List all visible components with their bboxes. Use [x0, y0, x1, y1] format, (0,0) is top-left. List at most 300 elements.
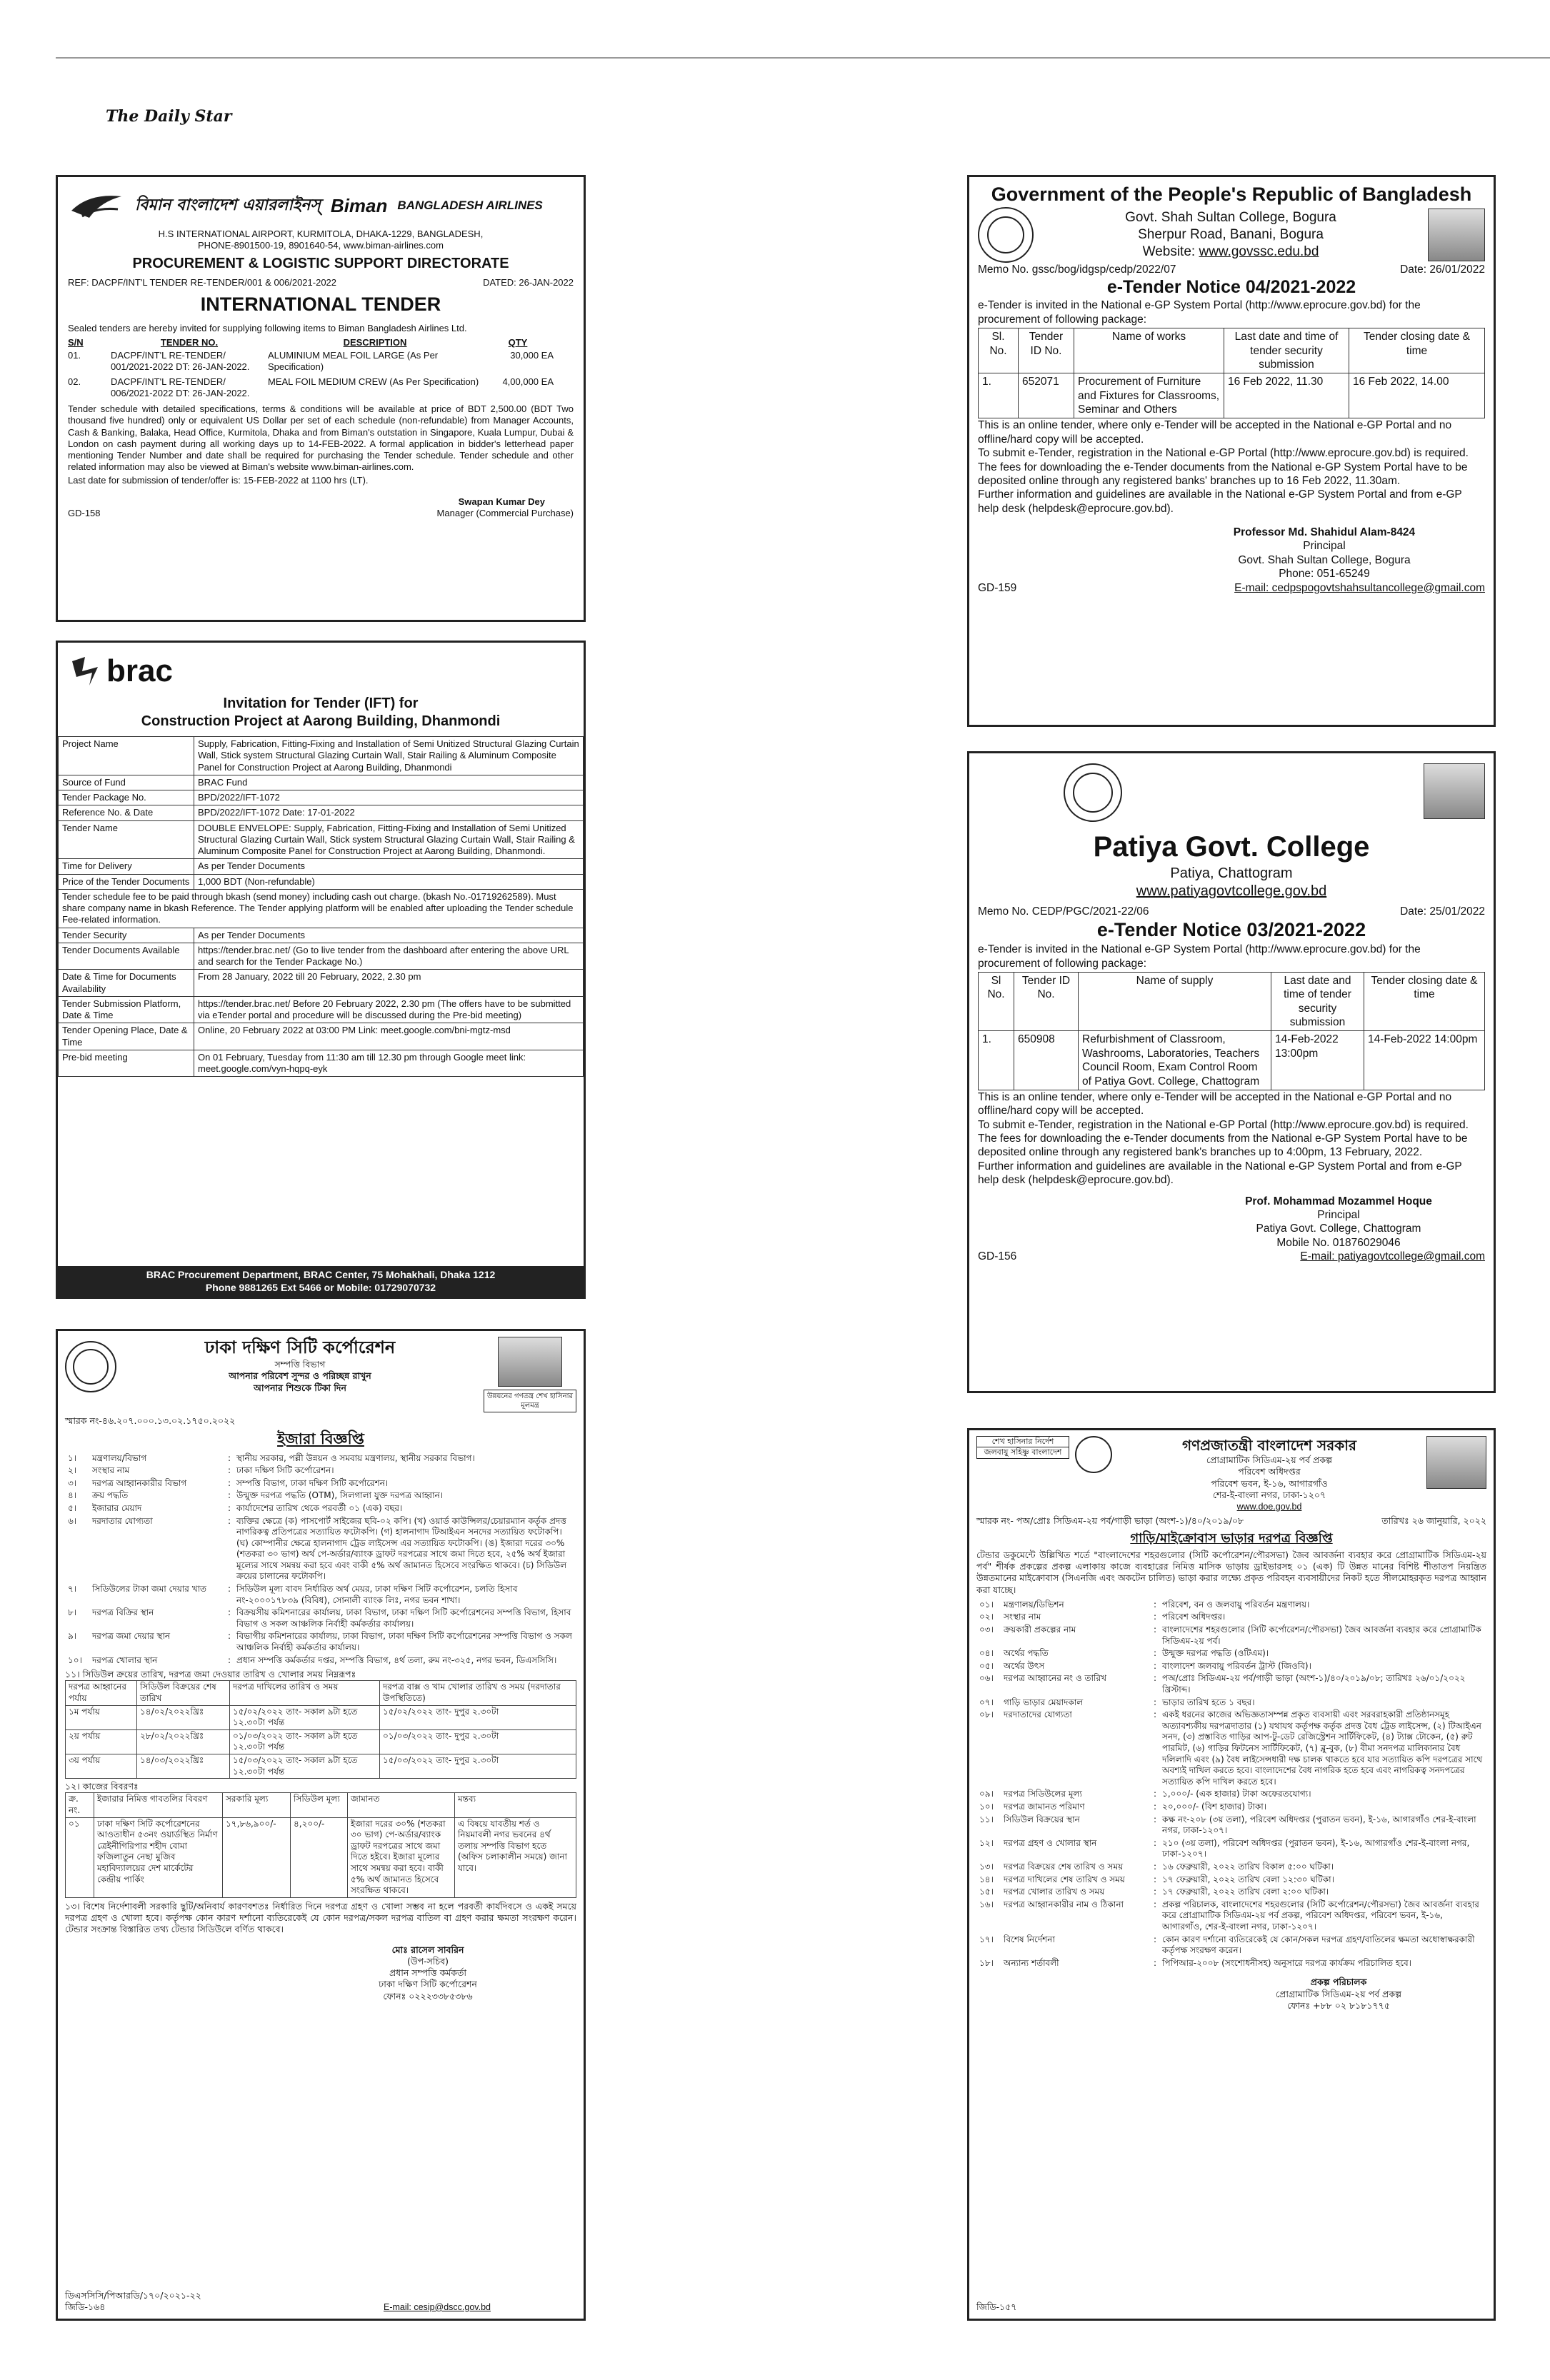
dscc-item-n: ৫।	[68, 1502, 77, 1513]
biman-table-row	[68, 350, 574, 373]
dscc-footer	[65, 2290, 576, 2314]
biman-last-date: Last date for submission of tender/offer is: 15-FEB-2022 at 1100 hrs (LT).	[68, 474, 369, 486]
brac-rows-row	[59, 820, 584, 859]
shah-gd: GD-159	[978, 581, 1017, 594]
dscc-item-k: দরদাতার যোগ্যতা	[92, 1515, 153, 1526]
biman-logo-en: Biman	[330, 194, 388, 216]
dscc-sched-th: দরপত্র দাখিলের তারিখ ও সময়	[230, 1681, 380, 1705]
doe-item	[976, 1709, 1486, 1788]
shah-s4: Phone: 051-65249	[1279, 568, 1370, 581]
brac-rows-key: Project Name	[59, 737, 194, 775]
brac-rows2-key: Tender Security	[59, 928, 194, 943]
dscc-schedule-table	[65, 1680, 576, 1779]
dscc-sched-cell: ১৫/০৩/২০২২ তাং- দুপুর ২.৩০টা	[380, 1754, 576, 1779]
shah-cell: 16 Feb 2022, 14.00	[1349, 373, 1485, 418]
doe-item-n: ১৭।	[979, 1934, 994, 1944]
dscc-items-table	[65, 1452, 576, 1667]
doe-item	[976, 1599, 1486, 1612]
brac-rows-value: 1,000 BDT (Non-refundable)	[194, 874, 584, 889]
biman-row-no: DACPF/INT'L RE-TENDER/ 006/2021-2022 DT: 26-JAN-2022.	[111, 376, 250, 398]
biman-row-qty: 30,000 EA	[510, 350, 554, 361]
brac-rows2-row	[59, 996, 584, 1023]
doe-item-k: সিডিউল বিক্রয়ের স্থান	[1004, 1814, 1080, 1824]
dscc-phone: ফোনঃ ০২২২৩৩৮৫৩৮৬	[383, 1990, 473, 2002]
separator: :	[1154, 1709, 1157, 1720]
patiya-email[interactable]: E-mail: patiyagovtcollege@gmail.com	[1300, 1250, 1485, 1262]
doe-memo: স্মারক নং- পঅ/প্রোঃ সিডিএম-২য় পর্ব/গাড়ী ভাড়া (অংশ-১)/৪০/২০১৯/০৮	[976, 1515, 1244, 1527]
doe-item-n: ১৩।	[979, 1861, 994, 1872]
dscc-item-n: ৬।	[68, 1515, 77, 1526]
patiya-s2: Principal	[1317, 1208, 1360, 1221]
dscc-sched-th: সিডিউল বিক্রয়ের শেষ তারিখ	[137, 1681, 230, 1705]
patiya-memo: Memo No. CEDP/PGC/2021-22/06	[978, 905, 1149, 918]
doe-item	[976, 1660, 1486, 1673]
dscc-item	[65, 1655, 576, 1667]
patiya-signature-block	[1192, 1195, 1485, 1250]
doe-item-n: ১৫।	[979, 1887, 994, 1897]
brac-rows-row	[59, 775, 584, 790]
dscc-work-th: সরকারি মূল্য	[223, 1793, 291, 1817]
masthead: The Daily Star	[106, 107, 232, 126]
doe-item-v: পরিবেশ অধিদপ্তর।	[1162, 1612, 1226, 1622]
patiya-cell: 14-Feb-2022 14:00pm	[1364, 1031, 1485, 1090]
dscc-work-cell: এ বিষয়ে যাবতীয় শর্ত ও নিয়মাবলী নগর ভবনের ৪র্থ তলায় সম্পত্তি বিভাগ হতে (অফিস চলাকালীন সময়ে) জানা যাবে।	[455, 1817, 576, 1897]
doe-intro: টেন্ডার ডকুমেন্টে উল্লিখিত শর্তে "বাংলাদেশের শহরগুলোর (সিটি কর্পোরেশন/পৌরসভা) জৈব আবর্জনা ব্যবহার করে প্রোগ্রামাটিক সিডিএম-২য় পর্ব" শীর্ষক প্রকল্পের প্রকল্প এলাকায় কাজে ব্যবহারের নিমিত্ত মাসিক ভাড়ায় ড্রাইভারসহ ০১ (এক) টি উন্নত মানের বিশিষ্ট শীতাতপ নিয়ন্ত্রিত উন্নতমানের মাইক্রোবাস (সিএনজি এবং অকটেন চালিত) ভাড়া করার লক্ষ্যে প্রকৃত পরিবহন ব্যবসায়ীদের নিকট হতে সীলমোহরকৃত দরপত্র আহ্বান করা যাচ্ছে।	[976, 1549, 1486, 1595]
dscc-work-th: জামানত	[348, 1793, 455, 1817]
doe-slogan-box	[976, 1436, 1069, 1459]
dscc-heading: ইজারা বিজ্ঞপ্তি	[277, 1430, 364, 1448]
biman-body: Tender schedule with detailed specifications, terms & conditions will be available at price of BDT 2,500.00 (BDT Two thousand five hundred) only or equivalent US Dollar per set of each schedule (non-refundable) from Manager Accounts, Cash & Banking, Balaka, Head Office, Kurmitola, Dhaka and from Biman's outstation in Singapore, Kuala Lumpur, Dubai & London on cash payment during all working days up to 14-FEB-2022. A formal application in bidder's letterhead paper mentioning Tender Number and date shall be required for purchasing the Tender schedule. Tender schedule and other related information may also be viewed at Biman's website www.biman-airlines.com.	[68, 403, 574, 473]
biman-row-desc: ALUMINIUM MEAL FOIL LARGE (As Per Specification)	[268, 350, 439, 373]
brac-footer-address: BRAC Procurement Department, BRAC Center, 75 Mohakhali, Dhaka 1212	[146, 1269, 496, 1280]
doe-item-v: পিপিআর-২০০৮ (সংশোধনীসহ) অনুসারে দরপত্র কার্যক্রম পরিচালিত হবে।	[1162, 1957, 1411, 1968]
shah-memo: Memo No. gssc/bog/idgsp/cedp/2022/07	[978, 263, 1176, 276]
doe-item-n: ১৪।	[979, 1874, 994, 1884]
doe-item	[976, 1899, 1486, 1934]
patiya-web-link[interactable]: www.patiyagovtcollege.gov.bd	[1136, 883, 1327, 899]
patiya-gd: GD-156	[978, 1250, 1017, 1262]
brac-rows2-key: Tender Documents Available	[59, 943, 194, 970]
brac-rows2-value: Online, 20 February 2022 at 03:00 PM Link: meet.google.com/bni-mgtz-msd	[194, 1023, 584, 1050]
biman-ref: REF: DACPF/INT'L TENDER RE-TENDER/001 & 006/2021-2022	[68, 276, 337, 288]
dscc-item-k: দরপত্র জমা দেয়ার স্থান	[92, 1631, 171, 1642]
shah-th: Last date and time of tender security submission	[1224, 328, 1349, 373]
dscc-item	[65, 1583, 576, 1607]
mujib-portrait-image	[1428, 209, 1485, 261]
dscc-item	[65, 1630, 576, 1654]
dscc-sched-cell: ১৫/০২/২০২২ তাং- সকাল ৯টা হতে ১২.৩০টা পর্যন্ত	[230, 1705, 380, 1729]
brac-rows2-row	[59, 943, 584, 970]
dscc-sched-th: দরপত্র বাক্স ও খাম খোলার তারিখ ও সময় (দরদাতার উপস্থিতিতে)	[380, 1681, 576, 1705]
patiya-cell: 1.	[979, 1031, 1014, 1090]
biman-row-sn: 02.	[68, 376, 81, 387]
doe-date: তারিখঃ ২৬ জানুয়ারি, ২০২২	[1381, 1515, 1486, 1527]
separator: :	[1154, 1957, 1157, 1968]
dscc-item	[65, 1607, 576, 1630]
shah-web-link[interactable]: www.govssc.edu.bd	[1199, 243, 1319, 259]
doe-item-v: প্রকল্প পরিচালক, বাংলাদেশের শহরগুলোর (সিটি কর্পোরেশন/পৌরসভা) জৈব আবর্জনা ব্যবহার করে প্রোগ্রামাটিক সিডিএম-২য় পর্ব প্রকল্প, পরিবেশ অধিদপ্তর, পরিবেশ ভবন, ই-১৬, আগারগাঁও, শের-ই-বাংলা নগর, ঢাকা-১২০৭।	[1162, 1899, 1479, 1932]
page-top-rule	[56, 57, 1550, 59]
separator: :	[228, 1502, 231, 1513]
doe-project: প্রোগ্রামাটিক সিডিএম-২য় পর্ব প্রকল্প	[1206, 1455, 1333, 1465]
dscc-item-v: সিডিউল মূল্য বাবদ নির্ধারিত অর্থ মেয়র, ঢাকা দক্ষিণ সিটি কর্পোরেশন, চলতি হিসাব নং-২০০০১৭৮৩৯ (বিবিধ), সোনালী ব্যাংক লিঃ, নগর ভবন শাখা।	[236, 1584, 518, 1605]
patiya-cell: Refurbishment of Classroom, Washrooms, Laboratories, Teachers Council Room, Exam Control Room of Patiya Govt. College, Chattogram	[1079, 1031, 1271, 1090]
shah-header	[978, 207, 1485, 263]
biman-bird-logo-icon	[68, 189, 125, 222]
shah-th: Name of works	[1074, 328, 1224, 373]
patiya-tender-ad	[967, 751, 1496, 1393]
separator: :	[1154, 1801, 1157, 1812]
shah-p3: The fees for downloading the e-Tender documents from the National e-GP System Portal have to be deposited online through any registered banks' branches up to 16 Feb 2022, 11.30am.	[978, 461, 1468, 487]
shah-th: Sl. No.	[979, 328, 1019, 373]
separator: :	[1154, 1887, 1157, 1897]
shah-th: Tender ID No.	[1019, 328, 1074, 373]
brac-rows-value: DOUBLE ENVELOPE: Supply, Fabrication, Fitting-Fixing and Installation of Semi Unitized Structural Glazing Curtain Wall, Stick system Structural Glazing Curtain Wall, Stair Railing & Aluminum Composite Panel for Construction Project at Aarong Building, Dhanmondi.	[194, 820, 584, 859]
biman-row-qty: 4,00,000 EA	[502, 376, 554, 387]
doe-signer: প্রকল্প পরিচালক	[1310, 1977, 1367, 1988]
brac-rows-key: Source of Fund	[59, 775, 194, 790]
brac-rows2-value: From 28 January, 2022 till 20 February, 2022, 2.30 pm	[194, 970, 584, 997]
doe-item-n: ০১।	[979, 1599, 994, 1610]
shah-cell: 16 Feb 2022, 11.30	[1224, 373, 1349, 418]
brac-rows-row	[59, 737, 584, 775]
dscc-note: ১৩। বিশেষ নির্দেশাবলী সরকারি ছুটি/অনিবার্য কারণবশতঃ নির্ধারিত দিনে দরপত্র গ্রহণ ও খোলা সম্ভব না হলে পরবর্তী কার্যদিবসে ও একই সময়ে দরপত্র গ্রহণ ও খোলা হবে। কর্তৃপক্ষ কোন কারণ দর্শানো ব্যতিরেকেই যে কোন দরপত্র/সকল দরপত্র বাতিল বা গ্রহণ করার ক্ষমতা সংরক্ষণ করেন। টেন্ডার সংক্রান্ত বিস্তারিত তথ্য টেন্ডার সিডিউলে বর্ণিত থাকবে।	[65, 1900, 576, 1935]
patiya-p4: Further information and guidelines are available in the National e-GP System Portal and from e-GP help desk (helpdesk@eprocure.gov.bd).	[978, 1160, 1462, 1187]
doe-item-v: ২০,০০০/- (বিশ হাজার) টাকা।	[1162, 1801, 1267, 1812]
dscc-item-k: দরপত্র বিক্রির স্থান	[92, 1607, 154, 1618]
brac-rows-key: Tender Package No.	[59, 790, 194, 805]
brac-title-line1: Invitation for Tender (IFT) for	[223, 696, 419, 711]
shah-cell: 652071	[1019, 373, 1074, 418]
shah-s2: Principal	[1303, 540, 1346, 553]
doe-item-k: দরপত্র বিক্রয়ের শেষ তারিখ ও সময়	[1004, 1861, 1124, 1872]
biman-table-row	[68, 376, 574, 400]
shah-th: Tender closing date & time	[1349, 328, 1485, 373]
doe-gd: জিডি-১৫৭	[976, 2301, 1017, 2312]
doe-item	[976, 1801, 1486, 1814]
brac-rows-key: Price of the Tender Documents	[59, 874, 194, 889]
shah-email[interactable]: E-mail: cedpspogovtshahsultancollege@gmail.com	[1234, 581, 1485, 594]
dscc-sched-cell: ১৪/০২/২০২২খ্রিঃ	[137, 1705, 230, 1729]
dscc-sched-cell: ২য় পর্যায়	[66, 1729, 137, 1754]
doe-item	[976, 1624, 1486, 1647]
dscc-item-n: ২।	[68, 1465, 77, 1476]
biman-ref-row	[68, 277, 574, 288]
separator: :	[1154, 1899, 1157, 1909]
separator: :	[1154, 1874, 1157, 1884]
brac-logo-icon	[68, 654, 102, 688]
dscc-item	[65, 1452, 576, 1465]
biman-logo-bn: বিমান বাংলাদেশ এয়ারলাইনস্	[135, 196, 321, 215]
brac-footer	[58, 1266, 584, 1297]
brac-rows2-key: Tender Opening Place, Date & Time	[59, 1023, 194, 1050]
doe-item-k: দরপত্র জামানত পরিমাণ	[1004, 1801, 1085, 1812]
brac-logo-text: brac	[106, 653, 173, 688]
doe-item-n: ১০।	[979, 1801, 994, 1812]
doe-item-n: ১৬।	[979, 1899, 994, 1909]
doe-addr1: পরিবেশ ভবন, ই-১৬, আগারগাঁও	[1211, 1477, 1328, 1489]
doe-memo-row	[976, 1515, 1486, 1527]
shah-college-seal-icon	[978, 207, 1034, 263]
shah-date: Date: 26/01/2022	[1400, 263, 1485, 276]
dscc-work-th: ইজারার নিমিত্ত গাবতলির বিবরণ	[94, 1793, 223, 1817]
doe-web-link[interactable]: www.doe.gov.bd	[1236, 1502, 1302, 1512]
dscc-item-n: ১০।	[68, 1655, 82, 1665]
dscc-signer: মোঃ রাসেল সাবরিন	[391, 1944, 464, 1955]
shah-p1: This is an online tender, where only e-Tender will be accepted in the National e-GP Portal and no offline/hard copy will be accepted.	[978, 419, 1452, 446]
dscc-item-n: ৪।	[68, 1490, 77, 1501]
doe-item-n: ১১।	[979, 1814, 994, 1824]
biman-header	[68, 183, 574, 229]
separator: :	[228, 1477, 231, 1488]
brac-rows-key: Time for Delivery	[59, 859, 194, 874]
doe-item-k: দরপত্র আহ্বানের নং ও তারিখ	[1004, 1673, 1106, 1684]
patiya-cell: 650908	[1014, 1031, 1079, 1090]
separator: :	[1154, 1837, 1157, 1848]
patiya-th: Sl No.	[979, 972, 1014, 1031]
patiya-p1: This is an online tender, where only e-Tender will be accepted in the National e-GP Portal and no offline/hard copy will be accepted.	[978, 1090, 1452, 1118]
dscc-memo2: ডিএসসিসি/পিআরডি/১৭০/২০২১-২২	[65, 2289, 201, 2301]
separator: :	[1154, 1599, 1157, 1610]
doe-item-n: ০৯।	[979, 1789, 994, 1799]
separator: :	[1154, 1934, 1157, 1944]
dscc-work-th: মন্তব্য	[455, 1793, 576, 1817]
brac-rows-row	[59, 790, 584, 805]
separator: :	[228, 1607, 231, 1618]
doe-item	[976, 1957, 1486, 1970]
doe-item-k: দরপত্র গ্রহণ ও খোলার স্থান	[1004, 1837, 1097, 1848]
separator: :	[1154, 1660, 1157, 1671]
dscc-work-cell: ঢাকা দক্ষিণ সিটি কর্পোরেশনের আওতাধীন ৫৩নং ওয়ার্ডস্থিত নির্মাণ ত্রেইনীগিরিপার শহীদ বোমা ফজিলাতুন নেছা মুজিব মহাবিদ্যালয়ের দেশ মার্কেটের কেন্দ্রীয় পার্কিং	[94, 1817, 223, 1897]
patiya-s3: Patiya Govt. College, Chattogram	[1256, 1222, 1421, 1235]
separator: :	[1154, 1612, 1157, 1622]
dscc-signature-block	[279, 1944, 576, 2002]
dscc-item-v: ব্যক্তির ক্ষেত্রে (ক) পাসপোর্ট সাইজের ছবি-০২ কপি। (খ) ওয়ার্ড কাউন্সিলর/চেয়ারম্যান কর্তৃক প্রদত্ত নাগরিকত্ব প্রতিপত্রের সত্যায়িত ফটোকপি। (গ) হালনাগাদ টিআইএন সনদের সত্যায়িত ফটোকপি। (ঘ) কোম্পানীর ক্ষেত্রে হালনাগাদ ট্রেড লাইসেন্স এর সত্যায়িত ফটোকপি। (ঙ) ইজারা দরের ৩০% (শতকরা ৩০ ভাগ) অর্থ পে-অর্ডার/ব্যাংক ড্রাফট দরপত্রের সাথে জমা দিতে হবে, ২৫% অর্থ ইজারা মূল্যের সাথে সমন্বয় করা হবে এবং বাকী ৫% অর্থ জামানত হিসেবে সংরক্ষিত থাকবে। (চ) সিডিউল ক্রয়ের চালানের ফটোকপি।	[236, 1515, 567, 1582]
brac-rows-value: As per Tender Documents	[194, 859, 584, 874]
dscc-sched-row	[66, 1754, 576, 1779]
dscc-sched-cell: ১৪/০৩/২০২২খ্রিঃ	[137, 1754, 230, 1779]
brac-title-line2: Construction Project at Aarong Building, Dhanmondi	[141, 713, 501, 729]
brac-rows2-key: Date & Time for Documents Availability	[59, 970, 194, 997]
doe-item-v: ১,০০০/- (এক হাজার) টাকা অফেরতযোগ্য।	[1162, 1789, 1311, 1799]
doe-item-k: দরপত্র সিডিউলের মূল্য	[1004, 1789, 1082, 1799]
separator: :	[1154, 1697, 1157, 1707]
patiya-th: Last date and time of tender security submission	[1271, 972, 1364, 1031]
patiya-footer	[978, 1250, 1485, 1263]
dscc-dept: সম্পত্তি বিভাগ	[274, 1359, 326, 1370]
doe-item-n: ০৮।	[979, 1709, 994, 1720]
doe-item	[976, 1814, 1486, 1837]
patiya-th: Tender closing date & time	[1364, 972, 1485, 1031]
shah-table	[978, 328, 1485, 418]
dscc-item-k: দরপত্র আহ্বানকারীর বিভাগ	[92, 1477, 187, 1488]
doe-item-n: ০৩।	[979, 1625, 994, 1635]
shah-gov: Government of the People's Republic of Bangladesh	[991, 184, 1472, 205]
separator: :	[1154, 1625, 1157, 1635]
doe-item	[976, 1697, 1486, 1709]
patiya-th: Tender ID No.	[1014, 972, 1079, 1031]
dscc-ijara-ad	[56, 1329, 586, 2321]
dscc-item	[65, 1515, 576, 1584]
brac-rows-key: Tender Name	[59, 820, 194, 859]
doe-item-n: ১২।	[979, 1837, 994, 1848]
doe-item-n: ০৪।	[979, 1648, 994, 1659]
doe-item	[976, 1672, 1486, 1696]
dscc-item-v: স্থানীয় সরকার, পল্লী উন্নয়ন ও সমবায় মন্ত্রণালয়, স্থানীয় সরকার বিভাগ।	[236, 1452, 475, 1463]
brac-rows2-value: https://tender.brac.net/ (Go to live tender from the dashboard after entering the above URL and search for the Tender Package No.)	[194, 943, 584, 970]
biman-address: H.S INTERNATIONAL AIRPORT, KURMITOLA, DHAKA-1229, BANGLADESH,	[158, 229, 484, 239]
mujib-portrait-image	[1424, 763, 1485, 819]
patiya-college: Patiya Govt. College	[1093, 831, 1370, 863]
dscc-work-th: সিডিউল মূল্য	[291, 1793, 348, 1817]
biman-gd: GD-158	[68, 508, 101, 518]
shah-heading: e-Tender Notice 04/2021-2022	[1106, 277, 1356, 298]
doe-vehicle-tender-ad	[967, 1428, 1496, 2321]
doe-item-k: অর্থের পদ্ধতি	[1004, 1648, 1049, 1659]
doe-s3: ফোনঃ +৮৮ ০২ ৮১৮১৭৭৫	[1287, 1999, 1390, 2011]
doe-item-k: গাড়ি ভাড়ার মেয়াদকাল	[1004, 1697, 1084, 1707]
doe-item-k: দরপত্র আহ্বানকারীর নাম ও ঠিকানা	[1004, 1899, 1124, 1909]
brac-rows2-row	[59, 970, 584, 997]
doe-items-table	[976, 1599, 1486, 1969]
doe-item	[976, 1837, 1486, 1861]
doe-item-k: অর্থের উৎস	[1004, 1660, 1045, 1671]
separator: :	[1154, 1673, 1157, 1684]
brac-rows2-value: As per Tender Documents	[194, 928, 584, 943]
doe-item-n: ০২।	[979, 1612, 994, 1622]
separator: :	[228, 1515, 231, 1526]
dscc-sched-th: দরপত্র আহ্বানের পর্যায়	[66, 1681, 137, 1705]
dscc-item-n: ৯।	[68, 1631, 77, 1642]
dscc-sched-cell: ২৮/০২/২০২২খ্রিঃ	[137, 1729, 230, 1754]
shah-addr: Sherpur Road, Banani, Bogura	[1138, 226, 1324, 242]
dscc-item	[65, 1465, 576, 1477]
separator: :	[1154, 1648, 1157, 1659]
brac-rows2-key: Tender Submission Platform, Date & Time	[59, 996, 194, 1023]
patiya-table	[978, 972, 1485, 1090]
shah-intro: e-Tender is invited in the National e-GP System Portal (http://www.eprocure.gov.bd) for the procurement of following package:	[978, 299, 1421, 326]
biman-th-no: TENDER NO.	[160, 336, 219, 348]
brac-rows2-key: Pre-bid meeting	[59, 1050, 194, 1077]
doe-item-v: পঅ/প্রোঃ সিডিএম-২য় পর্ব/গাড়ী ভাড়া (অংশ-১)/৪০/২০১৯/০৮; তারিখঃ ২৬/০১/২০২২ খ্রিস্টাব্দ।	[1162, 1673, 1466, 1695]
doe-header	[976, 1436, 1486, 1512]
shah-p2: To submit e-Tender, registration in the National e-GP Portal (http://www.eprocure.gov.bd) is required.	[978, 447, 1469, 460]
dscc-item-k: দরপত্র খোলার স্থান	[92, 1655, 158, 1665]
dscc-work-table	[65, 1792, 576, 1897]
patiya-memo-row	[978, 905, 1485, 918]
dscc-item	[65, 1477, 576, 1490]
dscc-sched-cell: ১৫/০৩/২০২২ তাং- সকাল ৯টা হতে ১২.৩০টা পর্যন্ত	[230, 1754, 380, 1779]
brac-rows-key: Reference No. & Date	[59, 805, 194, 820]
doe-s2: প্রোগ্রামাটিক সিডিএম-২য় পর্ব প্রকল্প	[1275, 1988, 1402, 1999]
dscc-title: ঢাকা দক্ষিণ সিটি কর্পোরেশন	[204, 1337, 396, 1357]
doe-item-k: অন্যান্য শর্তাবলী	[1004, 1957, 1059, 1968]
brac-rows-row	[59, 805, 584, 820]
dscc-item-k: সংস্থার নাম	[92, 1465, 130, 1476]
dscc-sched-cell: ৩য় পর্যায়	[66, 1754, 137, 1779]
biman-row-no: DACPF/INT'L RE-TENDER/ 001/2021-2022 DT: 26-JAN-2022.	[111, 350, 250, 373]
dscc-item-v: ঢাকা দক্ষিণ সিটি কর্পোরেশন।	[236, 1465, 334, 1476]
separator: :	[228, 1490, 231, 1501]
shah-cell: 1.	[979, 373, 1019, 418]
doe-item-v: ১৭ ফেব্রুয়ারী, ২০২২ তারিখ বেলা ২:০০ ঘটিকা।	[1162, 1887, 1329, 1897]
dscc-memo: স্মারক নং-৪৬.২০৭.০০০.১৩.০২.১৭৫০.২০২২	[65, 1415, 236, 1426]
doe-item-k: দরদাতাদের যোগ্যতা	[1004, 1709, 1072, 1720]
doe-item	[976, 1934, 1486, 1957]
mujib-portrait-image	[1426, 1436, 1486, 1489]
shah-s3: Govt. Shah Sultan College, Bogura	[1238, 553, 1411, 566]
patiya-heading: e-Tender Notice 03/2021-2022	[1096, 919, 1366, 941]
dscc-item-n: ১।	[68, 1452, 77, 1463]
brac-fee-note: Tender schedule fee to be paid through bkash (send money) including cash out charge. (bkash No.-01719262589). Must share company name in bkash Reference. The Tender applying platform will be enabled after uploading the Tender schedule Fee-related information.	[59, 889, 584, 928]
brac-rows2-value: https://tender.brac.net/ Before 20 February 2022, 2.30 pm (The offers have to be submitted via eTender portal and procedure will be discussed during the Pre-bid meeting)	[194, 996, 584, 1023]
brac-rows-row	[59, 859, 584, 874]
dscc-sched-cell: ০১/০৩/২০২২ তাং- সকাল ৯টা হতে ১২.৩০টা পর্যন্ত	[230, 1729, 380, 1754]
doe-item-v: বাংলাদেশের শহরগুলোর (সিটি কর্পোরেশন/পৌরসভা) জৈব আবর্জনা ব্যবহার করে প্রোগ্রামাটিক সিডিএম-২য় পর্ব।	[1162, 1625, 1481, 1646]
biman-tender-ad	[56, 175, 586, 622]
dscc-header	[65, 1337, 576, 1412]
dscc-seal-icon	[65, 1341, 116, 1392]
dscc-schedule-title: ১১। সিডিউল ক্রয়ের তারিখ, দরপত্র জমা দেওয়ার তারিখ ও খোলার সময় নিম্নরূপঃ	[65, 1669, 356, 1680]
dscc-sched-cell: ১৫/০২/২০২২ তাং- দুপুর ২.৩০টা	[380, 1705, 576, 1729]
mujib-portrait-image	[498, 1337, 562, 1387]
dscc-gd: জিডি-১৬৪	[65, 2301, 106, 2312]
dscc-work-cell: ০১	[66, 1817, 94, 1897]
patiya-intro: e-Tender is invited in the National e-GP System Portal (http://www.eprocure.gov.bd) for the procurement of following package:	[978, 943, 1421, 970]
biman-phone: PHONE-8901500-19, 8901640-54, www.biman-airlines.com	[198, 240, 444, 251]
doe-item-v: একই ধরনের কাজের অভিজ্ঞতাসম্পন্ন প্রকৃত ব্যবসায়ী এবং সরবরাহকারী প্রতিষ্ঠানসমূহ অত্যাবশ্যকীয় দরপত্রদাতার (১) যথাযথ কর্তৃপক্ষ কর্তৃক প্রদত্ত বৈধ ট্রেড লাইসেন্স, (২) টিআইএন সনদ, (৩) প্রস্তাবিত গাড়ির আপ-টু-ডেট রেজিস্ট্রেশন সার্টিফিকেট, (৪) ট্যাক্স টোকেন, (৫) রুট পারমিট, (৬) গাড়ির ফিটনেস সার্টিফিকেট, (৭) ব্লু-বুক, (৮) বীমা সনদপত্র মালিকানার বৈধ দলিলাদি এবং (৯) বৈধ লাইসেন্সধারী দক্ষ চালক থাকতে হবে যার সত্যায়িত কপি দরপত্রের সাথে অবশ্যই দাখিল করতে হবে। বাংলাদেশের বৈধ নাগরিক হতে হবে এবং নাগরিকত্ব সনদপত্রের সত্যায়িত কপি দাখিল করতে হবে।	[1162, 1709, 1483, 1787]
doe-item-n: ১৮।	[979, 1957, 994, 1968]
dscc-item-v: প্রধান সম্পত্তি কর্মকর্তার দপ্তর, সম্পত্তি বিভাগ, ৪র্থ তলা, রুম নং-৩২৫, নগর ভবন, ডিএসসিসি।	[236, 1655, 557, 1665]
biman-heading: INTERNATIONAL TENDER	[200, 293, 441, 315]
separator: :	[1154, 1861, 1157, 1872]
dscc-item	[65, 1502, 576, 1515]
patiya-th: Name of supply	[1079, 972, 1271, 1031]
shah-signature-block	[1164, 526, 1485, 581]
separator: :	[1154, 1789, 1157, 1799]
separator: :	[228, 1655, 231, 1665]
brac-rows-value: BPD/2022/IFT-1072 Date: 17-01-2022	[194, 805, 584, 820]
brac-table	[58, 736, 584, 1077]
doe-item-v: ভাড়ার তারিখ হতে ১ বছর।	[1162, 1697, 1255, 1707]
biman-table-header	[68, 337, 574, 348]
biman-footer	[68, 508, 574, 519]
brac-rows-row	[59, 874, 584, 889]
doe-item-n: ০৭।	[979, 1697, 994, 1707]
doe-left-box1: শেখ হাসিনার নির্দেশ	[991, 1437, 1054, 1446]
doe-gov: গণপ্রজাতন্ত্রী বাংলাদেশ সরকার	[1182, 1437, 1356, 1454]
dscc-work-cell: ১৭,৮৬,৯০০/-	[223, 1817, 291, 1897]
doe-item-v: কক্ষ নং-২০৮ (৩য় তলা), পরিবেশ অধিদপ্তর (পুরাতন ভবন), ই-১৬, আগারগাঁও শের-ই-বাংলা নগর, ঢাকা-১২০৭।	[1162, 1814, 1476, 1836]
biman-signer-title: Manager (Commercial Purchase)	[436, 508, 574, 518]
patiya-place: Patiya, Chattogram	[1170, 865, 1293, 881]
patiya-date: Date: 25/01/2022	[1400, 905, 1485, 918]
dscc-work-th: ক্র. নং.	[66, 1793, 94, 1817]
dscc-item-k: সিডিউলের টাকা জমা দেয়ার খাত	[92, 1584, 207, 1595]
biman-signer: Swapan Kumar Dey	[458, 496, 545, 507]
doe-item-v: পরিবেশ, বন ও জলবায়ু পরিবর্তন মন্ত্রণালয়।	[1162, 1599, 1310, 1610]
dscc-slogan2: আপনার শিশুকে টিকা দিন	[254, 1382, 346, 1393]
brac-rows-value: BRAC Fund	[194, 775, 584, 790]
shah-college: Govt. Shah Sultan College, Bogura	[1125, 210, 1336, 226]
biman-intro: Sealed tenders are hereby invited for supplying following items to Biman Bangladesh Airlines Ltd.	[68, 322, 467, 333]
doe-item	[976, 1647, 1486, 1660]
doe-item-v: কোন কারণ দর্শানো ব্যতিরেকেই যে কোন/সকল দরপত্র গ্রহণ/বাতিলের ক্ষমতা অধোস্বাক্ষরকারী কর্তৃপক্ষ সংরক্ষণ করেন।	[1162, 1934, 1475, 1956]
dscc-work-cell: ইজারা দরের ৩০% (শতকরা ৩০ ভাগ) পে-অর্ডার/ব্যাংক ড্রাফট দরপত্রের সাথে জমা দিতে হইবে। ইজারা মূল্যের সাথে সমন্বয় করা হবে। বাকী ৫% অর্থ জামানত হিসেবে সংরক্ষিত থাকবে।	[348, 1817, 455, 1897]
doe-signature-block	[1191, 1977, 1486, 2012]
biman-dated: DATED: 26-JAN-2022	[483, 276, 574, 288]
doe-item-n: ০৫।	[979, 1660, 994, 1671]
